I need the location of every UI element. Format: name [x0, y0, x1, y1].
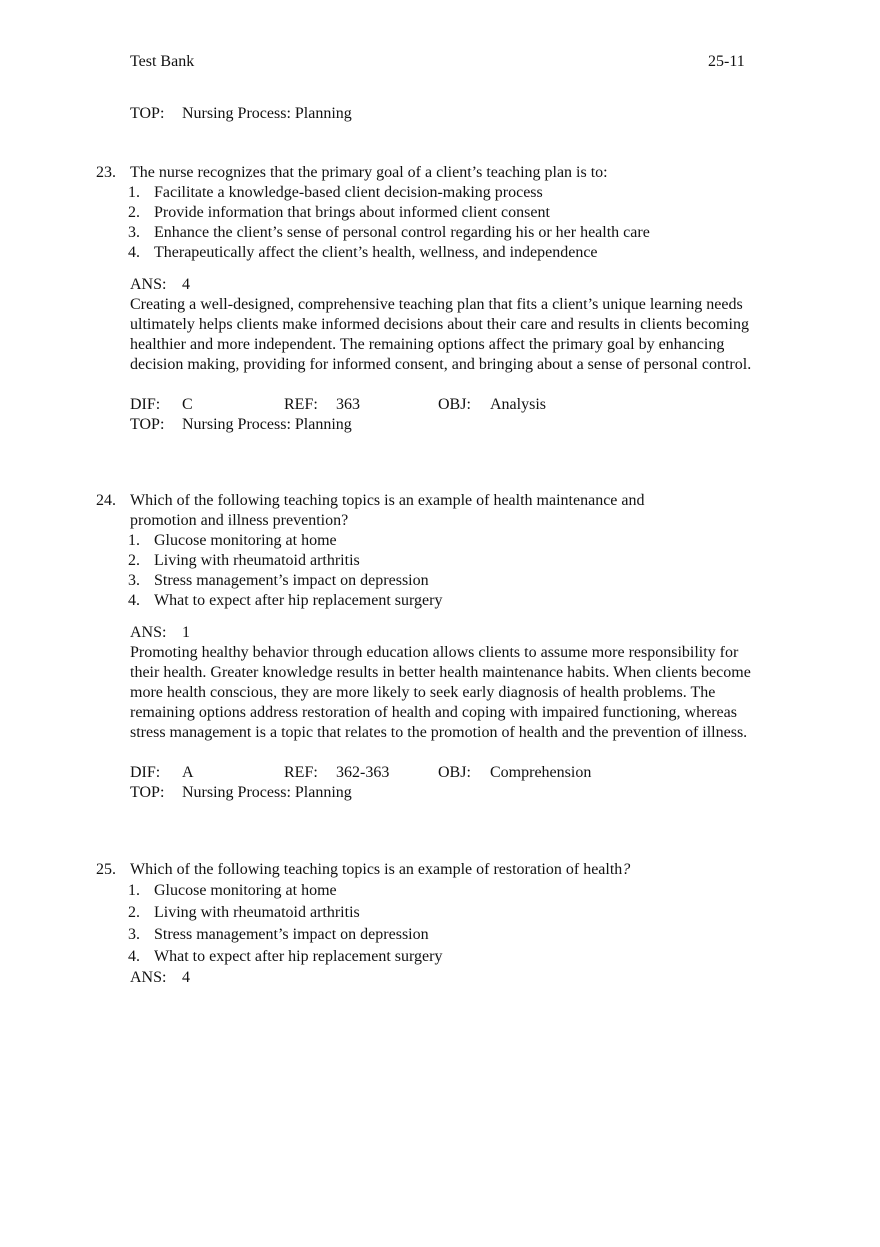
option-text: What to expect after hip replacement surgery: [154, 948, 443, 965]
option-2: [96, 551, 776, 571]
top-value: Nursing Process: Planning: [182, 416, 352, 433]
option-text: Glucose monitoring at home: [154, 532, 337, 549]
ref-value: 363: [336, 396, 360, 413]
question-text: The nurse recognizes that the primary goal of a client’s teaching plan is to:: [130, 164, 608, 181]
option-2: [96, 203, 776, 223]
obj-label: OBJ:: [438, 764, 471, 781]
option-1: [96, 880, 776, 902]
option-number: 4.: [128, 244, 140, 261]
question-stem: [96, 860, 776, 880]
previous-topic-line: [130, 104, 352, 124]
obj-value: Analysis: [490, 396, 546, 413]
option-text: Stress management’s impact on depression: [154, 926, 429, 943]
ref-value: 362-363: [336, 764, 390, 781]
question-stem: [96, 163, 776, 183]
answer-line: [96, 275, 776, 295]
option-text: Living with rheumatoid arthritis: [154, 552, 360, 569]
option-number: 4.: [128, 948, 140, 965]
ref-label: REF:: [284, 764, 318, 781]
topic-line: [96, 783, 776, 803]
metadata-line: [96, 763, 776, 783]
option-number: 3.: [128, 926, 140, 943]
option-text: Facilitate a knowledge-based client decision-making process: [154, 184, 543, 201]
option-4: [96, 591, 776, 611]
answer-label: ANS:: [130, 276, 167, 293]
answer-line: [96, 968, 776, 988]
option-number: 4.: [128, 592, 140, 609]
option-number: 3.: [128, 572, 140, 589]
metadata-line: [96, 395, 776, 415]
obj-value: Comprehension: [490, 764, 592, 781]
top-label: TOP:: [130, 105, 165, 122]
ref-label: REF:: [284, 396, 318, 413]
question-23: [96, 163, 776, 435]
option-text: Glucose monitoring at home: [154, 882, 337, 899]
option-text: Enhance the client’s sense of personal control regarding his or her health care: [154, 224, 650, 241]
option-number: 2.: [128, 904, 140, 921]
answer-label: ANS:: [130, 969, 167, 986]
top-value: Nursing Process: Planning: [182, 105, 352, 122]
page-number: 25-11: [708, 53, 745, 70]
option-number: 2.: [128, 552, 140, 569]
answer-line: [96, 623, 776, 643]
question-mark: ?: [622, 861, 631, 878]
option-list: [96, 183, 776, 263]
top-label: TOP:: [130, 416, 165, 433]
answer-value: 1: [182, 624, 190, 641]
top-label: TOP:: [130, 784, 165, 801]
option-2: [96, 902, 776, 924]
option-text: Living with rheumatoid arthritis: [154, 904, 360, 921]
rationale: Creating a well-designed, comprehensive teaching plan that fits a client’s unique learning needs ultimately helps clients make informed decisions about their care and results in clients becoming healthier and more independent. The remaining options affect the primary goal by enhancing decision making, providing for informed consent, and bringing about a sense of personal control.: [130, 296, 752, 373]
question-stem: [96, 491, 690, 531]
option-text: What to expect after hip replacement surgery: [154, 592, 443, 609]
option-1: [96, 531, 776, 551]
obj-label: OBJ:: [438, 396, 471, 413]
option-list: [96, 880, 776, 968]
option-number: 1.: [128, 882, 140, 899]
answer-value: 4: [182, 276, 190, 293]
option-number: 1.: [128, 184, 140, 201]
top-value: Nursing Process: Planning: [182, 784, 352, 801]
answer-value: 4: [182, 969, 190, 986]
option-4: [96, 946, 776, 968]
option-number: 3.: [128, 224, 140, 241]
option-4: [96, 243, 776, 263]
option-3: [96, 571, 776, 591]
dif-value: C: [182, 396, 193, 413]
question-number: 25.: [96, 861, 116, 878]
option-text: Provide information that brings about informed client consent: [154, 204, 550, 221]
option-3: [96, 223, 776, 243]
dif-value: A: [182, 764, 194, 781]
question-number: 24.: [96, 492, 116, 509]
question-text: Which of the following teaching topics is an example of restoration of health: [130, 861, 623, 878]
running-header-title: Test Bank: [130, 53, 195, 70]
rationale: Promoting healthy behavior through education allows clients to assume more responsibility for their health. Greater knowledge results in better health maintenance habits. When clients become more health conscious, they are more likely to seek early diagnosis of health problems. The remaining options address restoration of health and coping with impaired functioning, whereas stress management is a topic that relates to the promotion of health and the prevention of illness.: [130, 644, 751, 741]
question-text: Which of the following teaching topics is an example of health maintenance and promotion and illness prevention?: [130, 492, 645, 529]
dif-label: DIF:: [130, 396, 161, 413]
question-25: [96, 860, 776, 988]
option-1: [96, 183, 776, 203]
dif-label: DIF:: [130, 764, 161, 781]
question-number: 23.: [96, 164, 116, 181]
topic-line: [96, 415, 776, 435]
option-number: 2.: [128, 204, 140, 221]
option-text: Therapeutically affect the client’s health, wellness, and independence: [154, 244, 598, 261]
answer-label: ANS:: [130, 624, 167, 641]
option-text: Stress management’s impact on depression: [154, 572, 429, 589]
option-list: [96, 531, 776, 611]
question-24: [96, 491, 776, 803]
option-3: [96, 924, 776, 946]
option-number: 1.: [128, 532, 140, 549]
